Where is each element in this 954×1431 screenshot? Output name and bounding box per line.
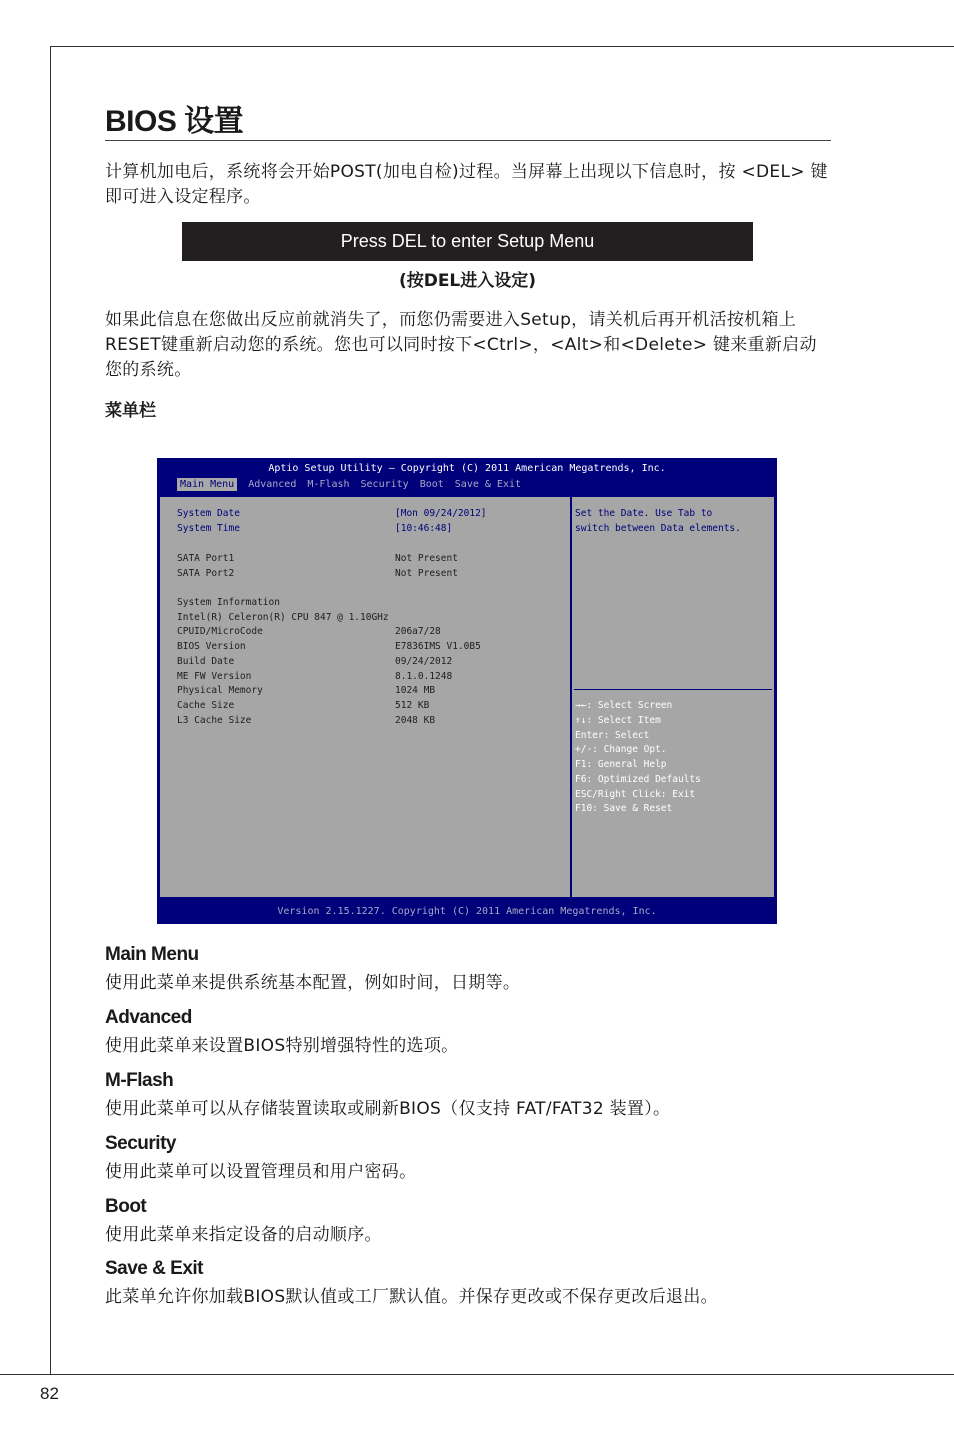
page-frame-bottom (0, 1374, 954, 1375)
bios-row-l3-cache-size: L3 Cache Size 2048 KB (177, 715, 436, 726)
bios-screenshot (157, 458, 777, 924)
bios-row-bios-version: BIOS Version E7836IMS V1.0B5 (177, 641, 481, 652)
bios-help-panel (571, 496, 775, 898)
section-desc-save-exit: 此菜单允许你加载BIOS默认值或工厂默认值。并保存更改或不保存更改后退出。 (105, 1287, 718, 1307)
bios-help-line: Set the Date. Use Tab to (575, 508, 713, 519)
page-frame-left (50, 46, 51, 1374)
section-desc-advanced: 使用此菜单来设置BIOS特别增强特性的选项。 (105, 1036, 459, 1056)
bios-key-hint: +/-: Change Opt. (575, 744, 667, 755)
bios-header: Aptio Setup Utility – Copyright (C) 2011 American Megatrends, Inc. (268, 463, 666, 474)
bios-footer: Version 2.15.1227. Copyright (C) 2011 American Megatrends, Inc. (277, 906, 657, 917)
del-prompt-box (182, 222, 753, 261)
bios-key-hint: ESC/Right Click: Exit (575, 789, 696, 800)
bios-row-cache-size: Cache Size 512 KB (177, 700, 430, 711)
bios-key-hint: Enter: Select (575, 730, 650, 741)
bios-settings-panel (159, 496, 571, 898)
bios-row-cpu: Intel(R) Celeron(R) CPU 847 @ 1.10GHz (177, 612, 389, 623)
bios-row-system-time[interactable]: System Time [10:46:48] (177, 523, 453, 534)
page-number: 82 (40, 1384, 59, 1403)
section-heading-boot: Boot (105, 1196, 147, 1217)
section-desc-main-menu: 使用此菜单来提供系统基本配置，例如时间，日期等。 (105, 973, 521, 993)
bios-row-sata-port1: SATA Port1 Not Present (177, 553, 458, 564)
bios-key-hint: F10: Save & Reset (575, 803, 673, 814)
bios-row-system-date[interactable]: System Date [Mon 09/24/2012] (177, 508, 487, 519)
bios-tab-advanced[interactable]: Advanced (248, 479, 297, 490)
section-desc-m-flash: 使用此菜单可以从存储装置读取或刷新BIOS（仅支持 FAT/FAT32 装置）。 (105, 1099, 671, 1119)
bios-key-hint: ↑↓: Select Item (575, 715, 661, 726)
bios-row-sata-port2: SATA Port2 Not Present (177, 568, 458, 579)
section-desc-boot: 使用此菜单来指定设备的启动顺序。 (105, 1225, 382, 1245)
bios-body (159, 496, 775, 898)
bios-row-cpuid: CPUID/MicroCode 206a7/28 (177, 626, 441, 637)
del-prompt-text: Press DEL to enter Setup Menu (340, 231, 595, 251)
bios-key-hint: F6: Optimized Defaults (575, 774, 701, 785)
del-prompt-caption: (按DEL进入设定) (398, 271, 537, 291)
bios-tab-bar (177, 478, 532, 491)
bios-row-physical-memory: Physical Memory 1024 MB (177, 685, 436, 696)
bios-row-me-fw-version: ME FW Version 8.1.0.1248 (177, 671, 453, 682)
intro-paragraph: 计算机加电后，系统将会开始POST(加电自检)过程。当屏幕上出现以下信息时，按 <DEL> 键即可进入设定程序。 (105, 162, 828, 207)
bios-tab-save-exit[interactable]: Save & Exit (454, 479, 522, 490)
bios-row-build-date: Build Date 09/24/2012 (177, 656, 453, 667)
bios-tab-boot[interactable]: Boot (419, 479, 444, 490)
section-desc-security: 使用此菜单可以设置管理员和用户密码。 (105, 1162, 417, 1182)
bios-key-hint: F1: General Help (575, 759, 667, 770)
bios-key-hint: →←: Select Screen (575, 700, 673, 711)
section-heading-m-flash: M-Flash (105, 1070, 174, 1091)
section-heading-save-exit: Save & Exit (105, 1258, 203, 1279)
bios-row-system-information: System Information (177, 597, 280, 608)
title-divider (105, 140, 831, 141)
bios-tab-main-menu[interactable]: Main Menu (177, 478, 237, 491)
bios-tab-m-flash[interactable]: M-Flash (307, 479, 350, 490)
section-heading-main-menu: Main Menu (105, 944, 199, 965)
reset-paragraph: 如果此信息在您做出反应前就消失了，而您仍需要进入Setup，请关机后再开机活按机箱上RESET键重新启动您的系统。您也可以同时按下<Ctrl>，<Alt>和<Delete> 键来重新启动您的系统。 (105, 310, 817, 380)
bios-tab-security[interactable]: Security (360, 479, 409, 490)
bios-help-divider (574, 689, 772, 690)
menubar-heading: 菜单栏 (105, 401, 156, 421)
section-heading-advanced: Advanced (105, 1007, 192, 1028)
page-title: BIOS 设置 (105, 105, 244, 138)
page-frame-top (50, 46, 954, 47)
bios-help-line: switch between Data elements. (575, 523, 741, 534)
section-heading-security: Security (105, 1133, 176, 1154)
